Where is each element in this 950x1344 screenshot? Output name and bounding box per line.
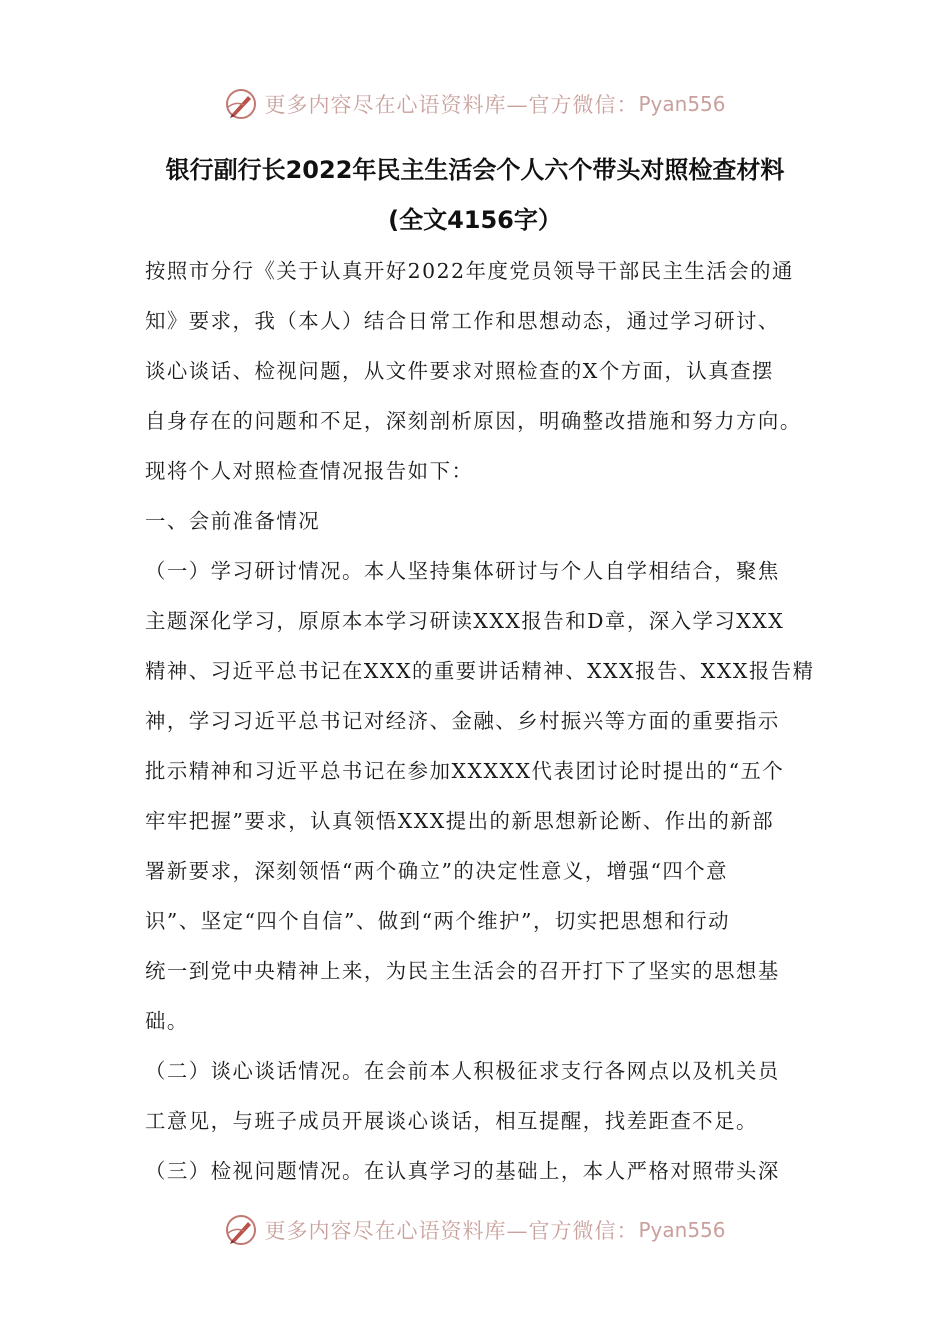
body-line: 工意见，与班子成员开展谈心谈话，相互提醒，找差距查不足。 (145, 1109, 758, 1133)
body-line: 础。 (145, 1009, 189, 1033)
body-line: 谈心谈话、检视问题，从文件要求对照检查的X个方面，认真查摆 (145, 359, 774, 383)
watermark-footer (0, 1210, 950, 1250)
body-line: 按照市分行《关于认真开好2022年度党员领导干部民主生活会的通 (145, 259, 794, 283)
body-line: 自身存在的问题和不足，深刻剖析原因，明确整改措施和努力方向。 (145, 409, 802, 433)
pen-logo-icon (224, 87, 258, 121)
body-line: 知》要求，我（本人）结合日常工作和思想动态，通过学习研讨、 (145, 309, 780, 333)
body-line: （一）学习研讨情况。本人坚持集体研讨与个人自学相结合，聚焦 (145, 559, 780, 583)
body-line: 署新要求，深刻领悟“两个确立”的决定性意义，增强“四个意 (145, 859, 729, 883)
body-line: 主题深化学习，原原本本学习研读XXX报告和D章，深入学习XXX (145, 609, 785, 633)
pen-logo-icon (224, 1213, 258, 1247)
body-line: 现将个人对照检查情况报告如下： (145, 459, 474, 483)
document-subtitle: (全文4156字） (388, 206, 562, 234)
body-line: （二）谈心谈话情况。在会前本人积极征求支行各网点以及机关员 (145, 1059, 780, 1083)
body-line: 统一到党中央精神上来，为民主生活会的召开打下了坚实的思想基 (145, 959, 780, 983)
body-line: （三）检视问题情况。在认真学习的基础上，本人严格对照带头深 (145, 1159, 780, 1183)
watermark-header (0, 84, 950, 124)
body-line: 精神、习近平总书记在XXX的重要讲话精神、XXX报告、XXX报告精 (145, 659, 815, 683)
section-heading: 一、会前准备情况 (145, 509, 321, 533)
watermark-wechat-id: Pyan556 (638, 92, 726, 116)
document-title: 银行副行长2022年民主生活会个人六个带头对照检查材料 (165, 156, 785, 184)
watermark-wechat-id: Pyan556 (638, 1218, 726, 1242)
body-line: 识”、坚定“四个自信”、做到“两个维护”，切实把思想和行动 (145, 909, 730, 933)
body-line: 批示精神和习近平总书记在参加XXXXX代表团讨论时提出的“五个 (145, 759, 785, 783)
watermark-text: 更多内容尽在心语资料库—官方微信： (264, 1219, 639, 1243)
body-line: 神，学习习近平总书记对经济、金融、乡村振兴等方面的重要指示 (145, 709, 780, 733)
watermark-text: 更多内容尽在心语资料库—官方微信： (264, 93, 639, 117)
body-line: 牢牢把握”要求，认真领悟XXX提出的新思想新论断、作出的新部 (145, 809, 775, 833)
